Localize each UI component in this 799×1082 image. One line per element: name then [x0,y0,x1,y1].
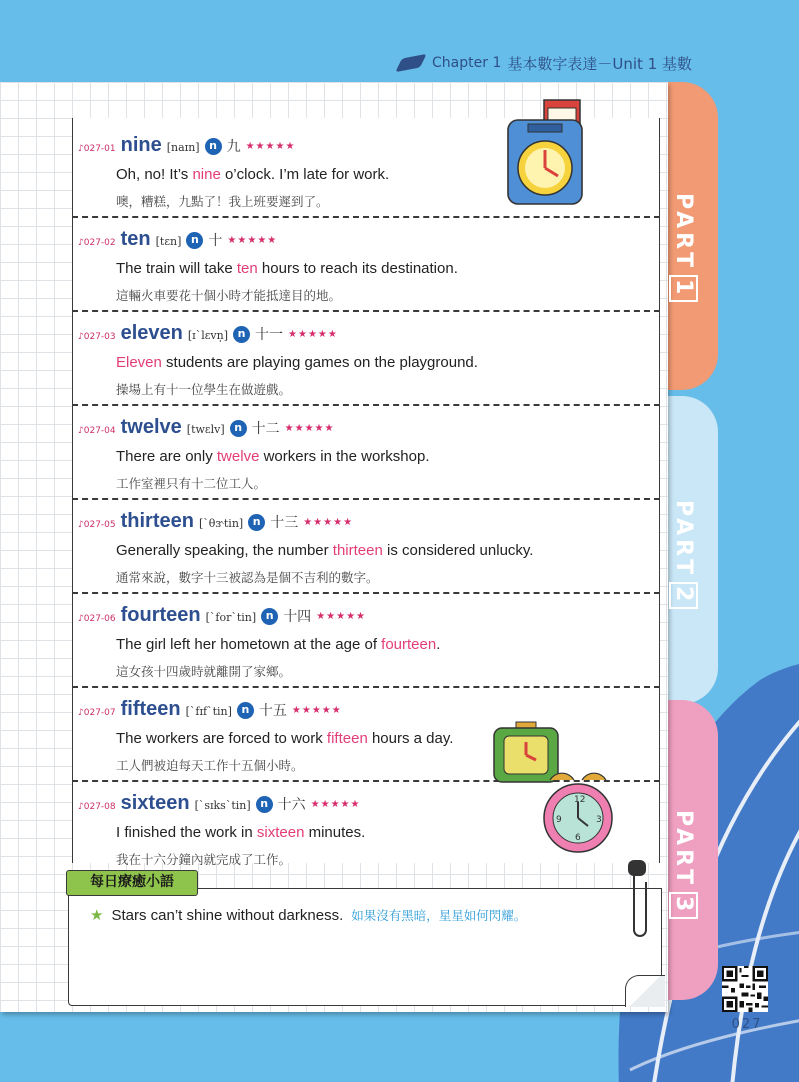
chinese-meaning: 十 [208,233,223,249]
example-sentence-english: Oh, no! It’s nine o’clock. I’m late for work. [116,166,390,183]
highlighted-word: fifteen [326,730,368,747]
vocab-word: ten [120,228,151,250]
importance-stars: ★★★★★ [245,141,296,152]
phonetic: [ˋsɪksˋtin] [194,799,251,812]
highlighted-word: nine [192,166,221,183]
example-sentence-chinese: 通常來說，數字十三被認為是個不吉利的數字。 [116,570,379,585]
phonetic: [ˋθɝtin] [198,517,244,530]
vocab-entry [72,312,660,406]
audio-track-label[interactable]: ♪027-06 [78,614,116,624]
example-sentence-chinese: 我在十六分鐘內就完成了工作。 [116,852,292,867]
example-sentence-chinese: 操場上有十一位學生在做遊戲。 [116,382,292,397]
chinese-meaning: 十二 [251,421,280,437]
vocab-entry [72,688,660,782]
noun-badge-icon: n [205,138,222,155]
chinese-meaning: 十四 [283,609,312,625]
tab-label-part-2: PART2 [668,500,698,609]
entry-header [78,604,366,628]
entry-header [78,134,295,158]
noun-badge-icon: n [237,702,254,719]
noun-badge-icon: n [186,232,203,249]
highlighted-word: twelve [216,448,260,465]
chinese-meaning: 十三 [270,515,299,531]
highlighted-word: sixteen [256,824,305,841]
highlighted-word: fourteen [381,636,437,653]
chinese-meaning: 九 [226,139,241,155]
svg-text:3: 3 [596,815,602,825]
vocab-word: eleven [120,322,183,344]
phonetic: [ˋforˋtin] [205,611,257,624]
quote-english: Stars can’t shine without darkness. [111,907,344,924]
vocab-entry [72,406,660,500]
entry-header [78,416,334,440]
daily-quote-tag: 每日療癒小語 [66,870,198,896]
example-sentence-english: There are only twelve workers in the workshop. [116,448,430,465]
entry-header [78,228,277,252]
chinese-meaning: 十五 [258,703,287,719]
vocab-word: nine [120,134,162,156]
audio-track-label[interactable]: ♪027-01 [78,144,116,154]
page-number: 027 [731,1017,763,1032]
importance-stars: ★★★★★ [310,799,361,810]
phonetic: [ɪˋlɛvn̩] [187,329,229,342]
phonetic: [ˋfɪfˋtin] [185,705,232,718]
audio-track-label[interactable]: ♪027-07 [78,708,116,718]
star-icon: ★ [90,906,104,924]
phonetic: [tɛn] [155,235,182,248]
phonetic: [naɪn] [166,141,200,154]
vocab-word: sixteen [120,792,190,814]
highlighted-word: thirteen [332,542,383,559]
entry-header [78,698,342,722]
pink-alarm-clock-illustration [538,770,618,856]
noun-badge-icon: n [233,326,250,343]
audio-track-label[interactable]: ♪027-08 [78,802,116,812]
importance-stars: ★★★★★ [227,235,278,246]
importance-stars: ★★★★★ [291,705,342,716]
audio-track-label[interactable]: ♪027-02 [78,238,116,248]
chinese-meaning: 十一 [255,327,284,343]
example-sentence-chinese: 這輛火車要花十個小時才能抵達目的地。 [116,288,342,303]
noun-badge-icon: n [230,420,247,437]
example-sentence-english: I finished the work in sixteen minutes. [116,824,366,841]
vocab-word: thirteen [120,510,194,532]
svg-text:12: 12 [574,795,586,805]
vocab-entry [72,500,660,594]
phonetic: [twɛlv] [186,423,225,436]
example-sentence-english: The train will take ten hours to reach its destination. [116,260,458,277]
audio-track-label[interactable]: ♪027-03 [78,332,116,342]
highlighted-word: ten [236,260,258,277]
example-sentence-english: The workers are forced to work fifteen hours a day. [116,730,454,747]
tab-label-part-3: PART3 [668,810,698,919]
noun-badge-icon: n [248,514,265,531]
example-sentence-english: Eleven students are playing games on the playground. [116,354,478,371]
vocab-word: fifteen [120,698,181,720]
vocab-word: fourteen [120,604,201,626]
highlighted-word: Eleven [116,354,162,371]
tab-label-part-1: PART1 [668,193,698,302]
noun-badge-icon: n [261,608,278,625]
example-sentence-chinese: 工作室裡只有十二位工人。 [116,476,267,491]
curled-corner [625,975,665,1007]
safety-pin-icon [622,856,656,938]
quote-chinese: 如果沒有黑暗，星星如何閃耀。 [351,908,527,923]
importance-stars: ★★★★★ [288,329,338,340]
entry-header [78,510,353,534]
importance-stars: ★★★★★ [303,517,354,528]
chapter-header [400,52,692,74]
audio-track-label[interactable]: ♪027-05 [78,520,116,530]
example-sentence-chinese: 這女孩十四歲時就離開了家鄉。 [116,664,292,679]
chapter-diamond-icon [395,54,426,72]
example-sentence-english: The girl left her hometown at the age of fourteen. [116,636,441,653]
chapter-title: 基本數字表達－Unit 1 基數 [507,54,692,73]
vocab-entry [72,594,660,688]
punch-clock-illustration [500,98,590,208]
example-sentence-chinese: 噢，糟糕，九點了！我上班要遲到了。 [116,194,329,209]
svg-text:9: 9 [556,815,562,825]
example-sentence-english: Generally speaking, the number thirteen is considered unlucky. [116,542,534,559]
chinese-meaning: 十六 [277,797,306,813]
chapter-label: Chapter 1 [432,55,502,71]
audio-track-label[interactable]: ♪027-04 [78,426,116,436]
noun-badge-icon: n [256,796,273,813]
example-sentence-chinese: 工人們被迫每天工作十五個小時。 [116,758,304,773]
daily-quote [90,906,526,924]
vocab-entry [72,218,660,312]
entry-header [78,322,338,346]
qr-code-icon[interactable] [722,966,768,1012]
entry-header [78,792,360,816]
importance-stars: ★★★★★ [316,611,367,622]
svg-text:6: 6 [575,833,581,843]
importance-stars: ★★★★★ [284,423,335,434]
vocab-word: twelve [120,416,182,438]
